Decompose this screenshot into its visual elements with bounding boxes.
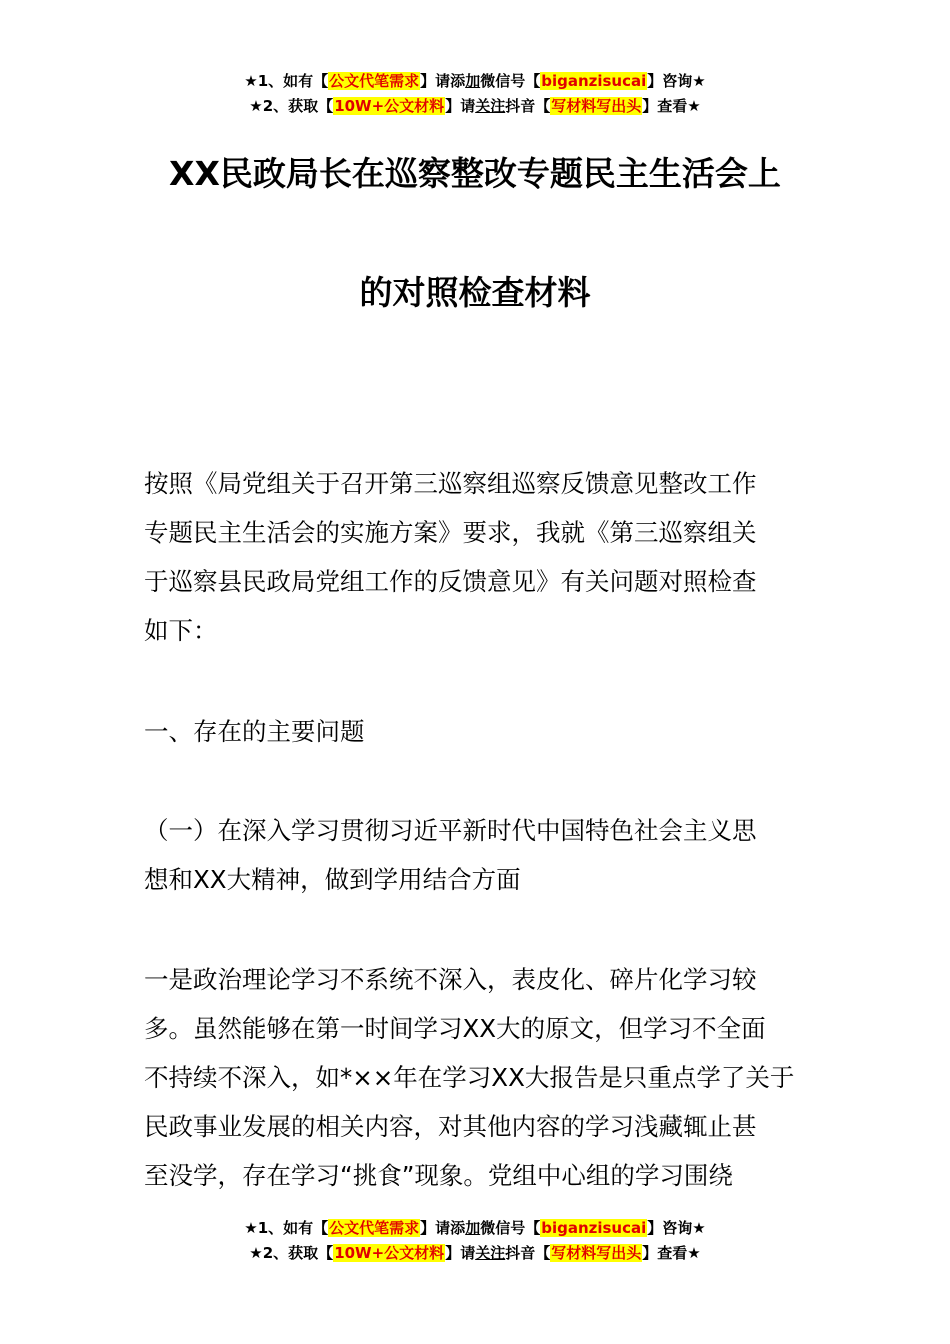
paragraph-line: 一是政治理论学习不系统不深入，表皮化、碎片化学习较 xyxy=(144,965,757,994)
point-paragraph xyxy=(144,955,809,1200)
banner-line-2 xyxy=(0,94,950,119)
banner-text: ★1、如有【 xyxy=(244,72,329,90)
banner-text: 】请 xyxy=(445,97,476,115)
document-title-line-1: XX民政局长在巡察整改专题民主生活会上 xyxy=(169,154,781,193)
section-heading-text: 一、存在的主要问题 xyxy=(144,717,365,746)
banner-text: 】查看★ xyxy=(642,97,701,115)
banner-highlight: 公文代笔需求 xyxy=(329,1219,420,1237)
paragraph-line: （一）在深入学习贯彻习近平新时代中国特色社会主义思 xyxy=(144,816,757,845)
banner-text: 】请添 xyxy=(420,72,466,90)
banner-line-1 xyxy=(0,1216,950,1241)
banner-highlight: 10W+公文材料 xyxy=(334,97,445,115)
document-title-line-2: 的对照检查材料 xyxy=(359,273,591,312)
banner-text: 】请 xyxy=(445,1244,476,1262)
banner-text: 抖音【 xyxy=(505,1244,551,1262)
banner-line-1 xyxy=(0,69,950,94)
banner-highlight: 公文代笔需求 xyxy=(329,72,420,90)
banner-text: 】查看★ xyxy=(642,1244,701,1262)
paragraph-line: 专题民主生活会的实施方案》要求，我就《第三巡察组关 xyxy=(144,518,757,547)
banner-underline: 关注 xyxy=(475,97,506,115)
banner-text: 】咨询★ xyxy=(647,72,706,90)
banner-text: ★2、获取【 xyxy=(249,97,334,115)
paragraph-line: 民政事业发展的相关内容，对其他内容的学习浅藏辄止甚 xyxy=(144,1112,757,1141)
banner-underline: 关注 xyxy=(475,1244,506,1262)
paragraph-line: 按照《局党组关于召开第三巡察组巡察反馈意见整改工作 xyxy=(144,469,757,498)
banner-highlight: 写材料写出头 xyxy=(551,97,642,115)
banner-line-2 xyxy=(0,1241,950,1266)
paragraph-line: 不持续不深入，如*××年在学习XX大报告是只重点学了关于 xyxy=(144,1063,795,1092)
paragraph-line: 至没学，存在学习“挑食”现象。党组中心组的学习围绕 xyxy=(144,1161,733,1190)
banner-text: 微信号【 xyxy=(480,1219,541,1237)
banner-underline: 加 xyxy=(465,1219,481,1237)
banner-text: 】咨询★ xyxy=(647,1219,706,1237)
paragraph-line: 于巡察县民政局党组工作的反馈意见》有关问题对照检查 xyxy=(144,567,757,596)
banner-text: ★1、如有【 xyxy=(244,1219,329,1237)
banner-highlight: 10W+公文材料 xyxy=(334,1244,445,1262)
section-heading xyxy=(144,707,809,756)
banner-underline: 加 xyxy=(465,72,481,90)
paragraph-line: 多。虽然能够在第一时间学习XX大的原文，但学习不全面 xyxy=(144,1014,766,1043)
banner-text: 抖音【 xyxy=(505,97,551,115)
paragraph-line: 想和XX大精神，做到学用结合方面 xyxy=(144,865,521,894)
banner-text: 】请添 xyxy=(420,1219,466,1237)
banner-highlight: biganzisucai xyxy=(541,72,647,90)
paragraph-line: 如下： xyxy=(144,616,218,645)
banner-text: ★2、获取【 xyxy=(249,1244,334,1262)
footer-banner xyxy=(0,1216,950,1266)
subsection-heading xyxy=(144,806,809,904)
banner-highlight: biganzisucai xyxy=(541,1219,647,1237)
banner-highlight: 写材料写出头 xyxy=(551,1244,642,1262)
banner-text: 微信号【 xyxy=(480,72,541,90)
intro-paragraph xyxy=(144,459,809,655)
header-banner xyxy=(0,69,950,119)
